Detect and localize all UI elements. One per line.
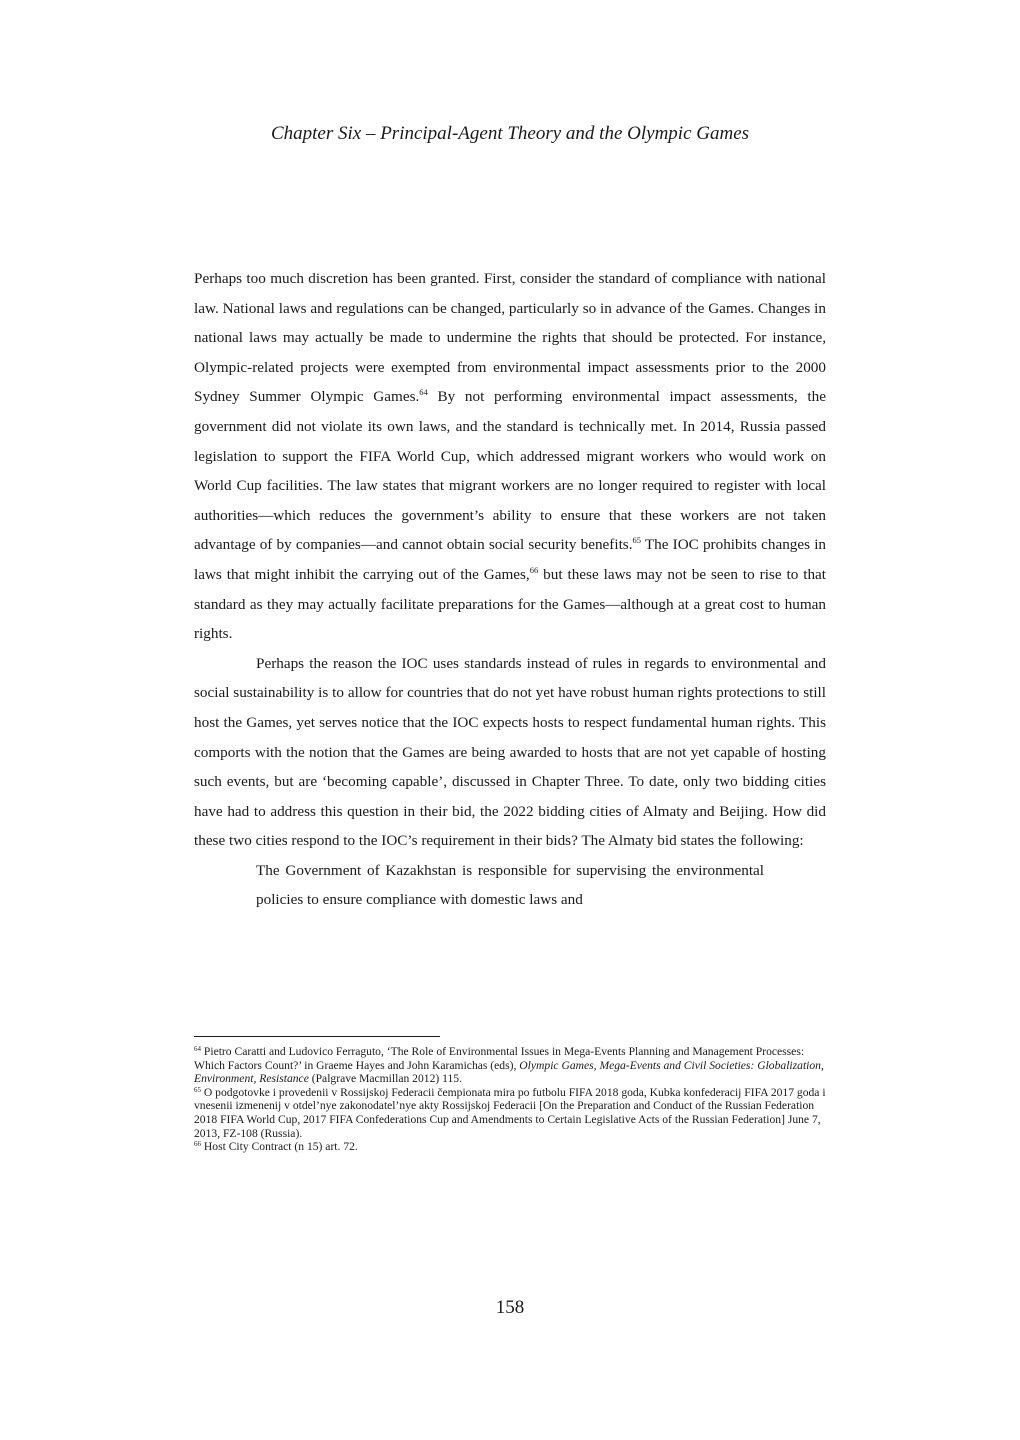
footnotes — [194, 1045, 826, 1154]
footnote-divider — [194, 1036, 440, 1037]
footnote-65 — [194, 1086, 826, 1140]
footnote-text: (Palgrave Macmillan 2012) 115. — [308, 1072, 462, 1086]
page-number: 158 — [495, 1297, 525, 1318]
paragraph-2: Perhaps the reason the IOC uses standards instead of rules in regards to environmental and social sustainability is to allow for countries that do not yet have robust human rights protections to still host the Games, yet serves notice that the IOC expects hosts to respect fundamental human rights. This comports with the notion that the Games are being awarded to hosts that are not yet capable of hosting such events, but are ‘becoming capable’, discussed in Chapter Three. To date, only two bidding cities have had to address this question in their bid, the 2022 bidding cities of Almaty and Beijing. How did these two cities respond to the IOC’s requirement in their bids? The Almaty bid states the following: — [194, 654, 826, 850]
footnote-64 — [194, 1045, 826, 1086]
running-head: Chapter Six – Principal-Agent Theory and the Olympic Games — [270, 123, 750, 144]
paragraph-1-part-c: The IOC prohibits changes in laws that might inhibit the carrying out of the Games, — [194, 536, 827, 583]
paragraph-1-part-b: By not performing environmental impact assessments, the government did not violate its own laws, and the standard is technically met. In 2014, Russia passed legislation to support the FIFA World Cup, which addressed migrant workers who would work on World Cup facilities. The law states that migrant workers are no longer required to register with local authorities—which reduces the government’s ability to ensure that these workers are not taken advantage of by companies—and cannot obtain social security benefits. — [194, 388, 826, 554]
block-quote: The Government of Kazakhstan is responsible for supervising the environmental policies to ensure compliance with domestic laws and — [256, 861, 764, 909]
paragraph-1-part-d: but these laws may not be seen to rise to that standard as they may actually facilitate preparations for the Games—although at a great cost to human rights. — [194, 565, 827, 643]
body-text — [194, 264, 826, 915]
footnote-text: O podgotovke i provedenii v Rossijskoj Federacii čempionata mira po futbolu FIFA 2018 goda, Kubka konfederacij FIFA 2017 goda i vnesenii izmenenij v otdel’nye zakonodatel’nye akty Rossijskoj Federacii [On the Preparation and Conduct of the Russian Federation 2018 FIFA World Cup, 2017 FIFA Confederations Cup and Amendments to Certain Legislative Acts of the Russian Federation] June 7, 2013, FZ-108 (Russia). — [194, 1085, 826, 1140]
footnote-ref-66[interactable]: 66 — [529, 564, 539, 575]
footnote-number: 66 — [194, 1140, 201, 1149]
footnote-ref-65[interactable]: 65 — [632, 535, 642, 546]
footnote-ref-64[interactable]: 64 — [419, 387, 428, 398]
footnote-title: Olympic Games, Mega-Events and Civil Societies: Globalization, Environment, Resistance — [194, 1058, 824, 1086]
footnote-text: Host City Contract (n 15) art. 72. — [201, 1140, 358, 1154]
paragraph-1 — [194, 264, 826, 649]
paragraph-1-part-a: Perhaps too much discretion has been granted. First, consider the standard of compliance with national law. National laws and regulations can be changed, particularly so in advance of the Games. Changes in national laws may actually be made to undermine the rights that should be protected. For instance, Olympic-related projects were exempted from environmental impact assessments prior to the 2000 Sydney Summer Olympic Games. — [194, 270, 826, 406]
footnote-number: 64 — [194, 1045, 201, 1053]
footnote-number: 65 — [194, 1085, 201, 1094]
footnote-66 — [194, 1140, 826, 1154]
footnote-text: Pietro Caratti and Ludovico Ferraguto, ‘The Role of Environmental Issues in Mega-Events Planning and Management Processes: Which Factors Count?’ in Graeme Hayes and John Karamichas (eds), — [194, 1045, 805, 1072]
